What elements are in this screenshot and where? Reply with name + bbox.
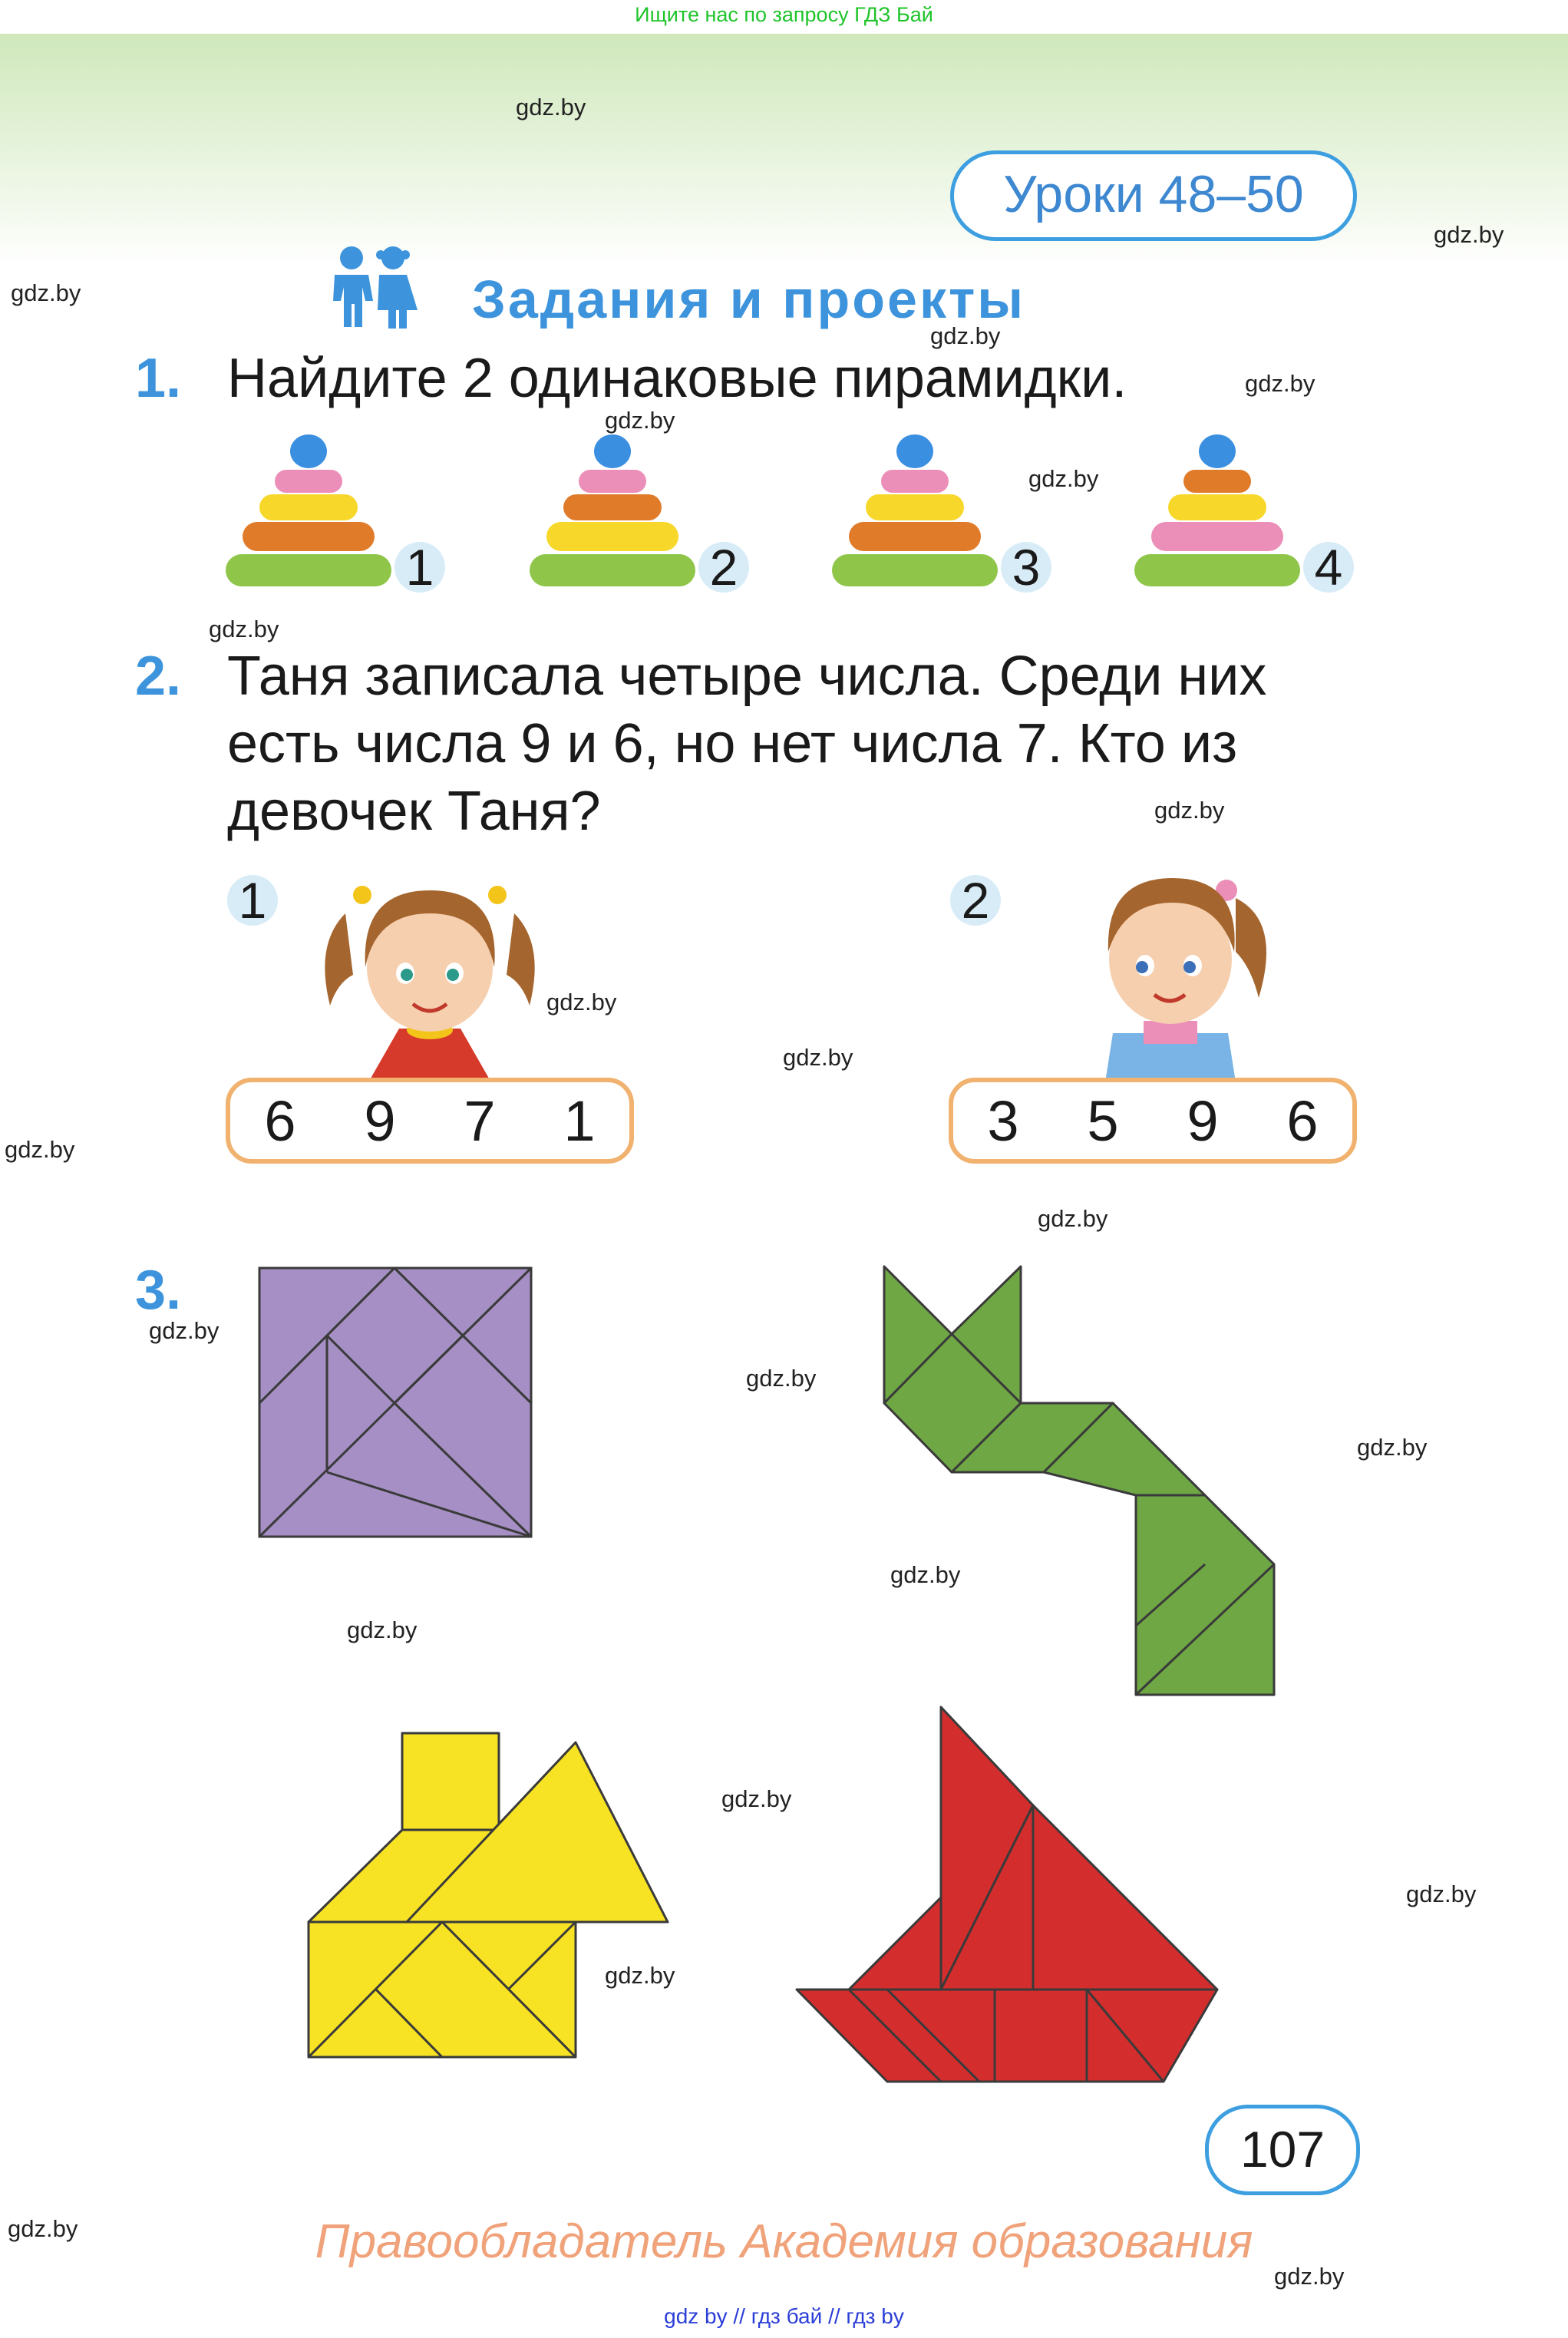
watermark: gdz.by: [149, 1317, 220, 1344]
number: 7: [464, 1088, 496, 1153]
task2-line-3: девочек Таня?: [227, 781, 601, 842]
watermark: gdz.by: [347, 1616, 418, 1643]
watermark: gdz.by: [1245, 370, 1315, 397]
watermark: gdz.by: [1038, 1205, 1108, 1232]
girl-2-numbers: [949, 1078, 1357, 1164]
watermark: gdz.by: [746, 1365, 817, 1392]
number: 9: [364, 1088, 396, 1153]
top-banner[interactable]: Ищите нас по запросу ГДЗ Бай: [635, 3, 933, 26]
watermark: gdz.by: [1434, 221, 1504, 248]
task1-number: 1.: [135, 348, 182, 409]
number: 6: [264, 1088, 296, 1153]
tangram-square: [258, 1266, 534, 1540]
task1-text: Найдите 2 одинаковые пирамидки.: [227, 348, 1127, 409]
lesson-badge: Уроки 48–50: [950, 150, 1357, 241]
tangram-animal: [883, 1265, 1282, 1699]
watermark: gdz.by: [1028, 465, 1099, 492]
page-number: 107: [1205, 2105, 1360, 2195]
tangram-boat: [795, 1706, 1225, 2089]
girl-1-illustration: [315, 867, 545, 1082]
task2-number: 2.: [135, 646, 182, 707]
footer-links[interactable]: gdz by // гдз бай // гдз by: [664, 2304, 904, 2328]
number: 1: [563, 1088, 596, 1153]
watermark: gdz.by: [930, 322, 1001, 349]
watermark: gdz.by: [1406, 1881, 1477, 1907]
girl-2-illustration: [1059, 860, 1282, 1082]
watermark: gdz.by: [605, 1962, 675, 1989]
watermark: gdz.by: [783, 1044, 853, 1071]
girl-label-1: 1: [227, 875, 278, 926]
girl-label-2: 2: [950, 875, 1001, 926]
watermark: gdz.by: [1154, 797, 1225, 824]
pyramid-label-2: 2: [698, 542, 749, 593]
section-title: Задания и проекты: [472, 269, 1026, 329]
pyramid-3: [832, 434, 998, 586]
watermark: gdz.by: [890, 1561, 961, 1588]
number: 3: [987, 1088, 1019, 1153]
pyramid-2: [530, 434, 695, 586]
number: 9: [1187, 1088, 1219, 1153]
children-icon: [322, 244, 422, 330]
watermark: gdz.by: [721, 1785, 792, 1812]
watermark: gdz.by: [8, 2215, 78, 2242]
task3-number: 3.: [135, 1260, 182, 1321]
watermark: gdz.by: [605, 407, 675, 434]
watermark: gdz.by: [546, 989, 617, 1015]
pyramids: [215, 430, 1381, 606]
watermark: gdz.by: [5, 1136, 75, 1163]
number: 6: [1286, 1088, 1319, 1153]
pyramid-label-3: 3: [1001, 542, 1051, 593]
pyramid-label-1: 1: [394, 542, 445, 593]
watermark: gdz.by: [1274, 2263, 1345, 2290]
pyramid-4: [1134, 434, 1300, 586]
watermark: gdz.by: [516, 94, 586, 121]
task2-line-1: Таня записала четыре числа. Среди них: [227, 646, 1267, 707]
number: 5: [1087, 1088, 1119, 1153]
pyramid-1: [226, 434, 391, 586]
task2-line-2: есть числа 9 и 6, но нет числа 7. Кто из: [227, 713, 1238, 774]
copyright-notice: Правообладатель Академия образования: [315, 2215, 1253, 2268]
tangram-house: [307, 1732, 675, 2060]
watermark: gdz.by: [11, 279, 81, 306]
watermark: gdz.by: [1357, 1434, 1428, 1461]
girl-1-numbers: [226, 1078, 634, 1164]
pyramid-label-4: 4: [1303, 542, 1354, 593]
watermark: gdz.by: [209, 616, 279, 642]
